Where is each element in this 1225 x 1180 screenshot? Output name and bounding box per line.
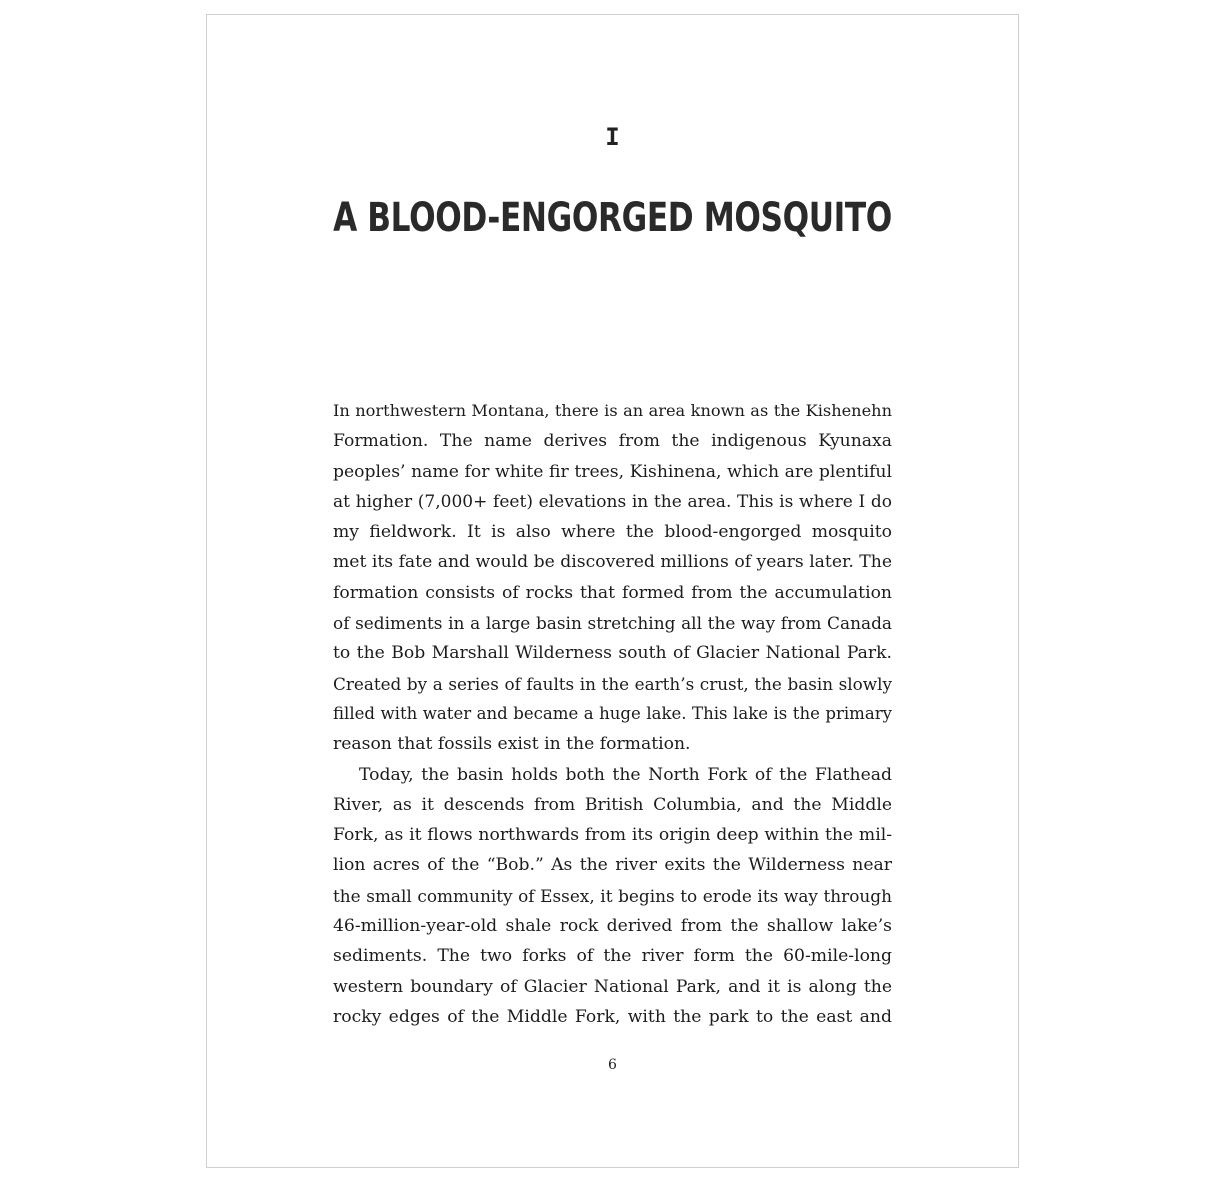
text-line: In northwestern Montana, there is an area known as the Kishenehn [333,401,892,420]
text-line: at higher (7,000+ feet) elevations in the area. This is where I do [333,491,892,512]
text-line: Fork, as it flows northwards from its origin deep within the mil- [333,825,892,846]
text-line: Today, the basin holds both the North Fork of the Flathead [359,764,892,785]
paragraph-1 [333,396,892,760]
chapter-number: I [605,123,620,151]
text-line: to the Bob Marshall Wilderness south of Glacier National Park. [333,643,892,664]
body-text [333,396,892,1032]
chapter-title: A BLOOD-ENGORGED MOSQUITO [333,195,892,241]
page-number: 6 [608,1057,617,1073]
text-line: lion acres of the “Bob.” As the river exits the Wilderness near [333,855,892,876]
text-line: rocky edges of the Middle Fork, with the park to the east and [333,1006,892,1027]
text-line: filled with water and became a huge lake. This lake is the primary [333,703,892,723]
text-line: western boundary of Glacier National Park, and it is along the [333,976,892,997]
text-line: sediments. The two forks of the river form the 60-mile-long [333,946,892,967]
paragraph-2 [333,760,892,1033]
text-line: peoples’ name for white fir trees, Kishinena, which are plentiful [333,461,892,482]
text-line: formation consists of rocks that formed from the accumulation [333,582,892,603]
text-line: of sediments in a large basin stretching all the way from Canada [333,613,892,634]
book-page [206,14,1019,1168]
text-line: River, as it descends from British Columbia, and the Middle [333,794,892,815]
text-line: Created by a series of faults in the earth’s crust, the basin slowly [333,673,892,694]
text-line: reason that fossils exist in the formation. [333,734,691,755]
text-line: my fieldwork. It is also where the blood-engorged mosquito [333,522,892,543]
text-line: met its fate and would be discovered millions of years later. The [333,552,892,573]
text-line: the small community of Essex, it begins to erode its way through [333,885,892,906]
text-line: 46-million-year-old shale rock derived from the shallow lake’s [333,916,892,937]
text-line: Formation. The name derives from the indigenous Kyunaxa [333,431,892,452]
